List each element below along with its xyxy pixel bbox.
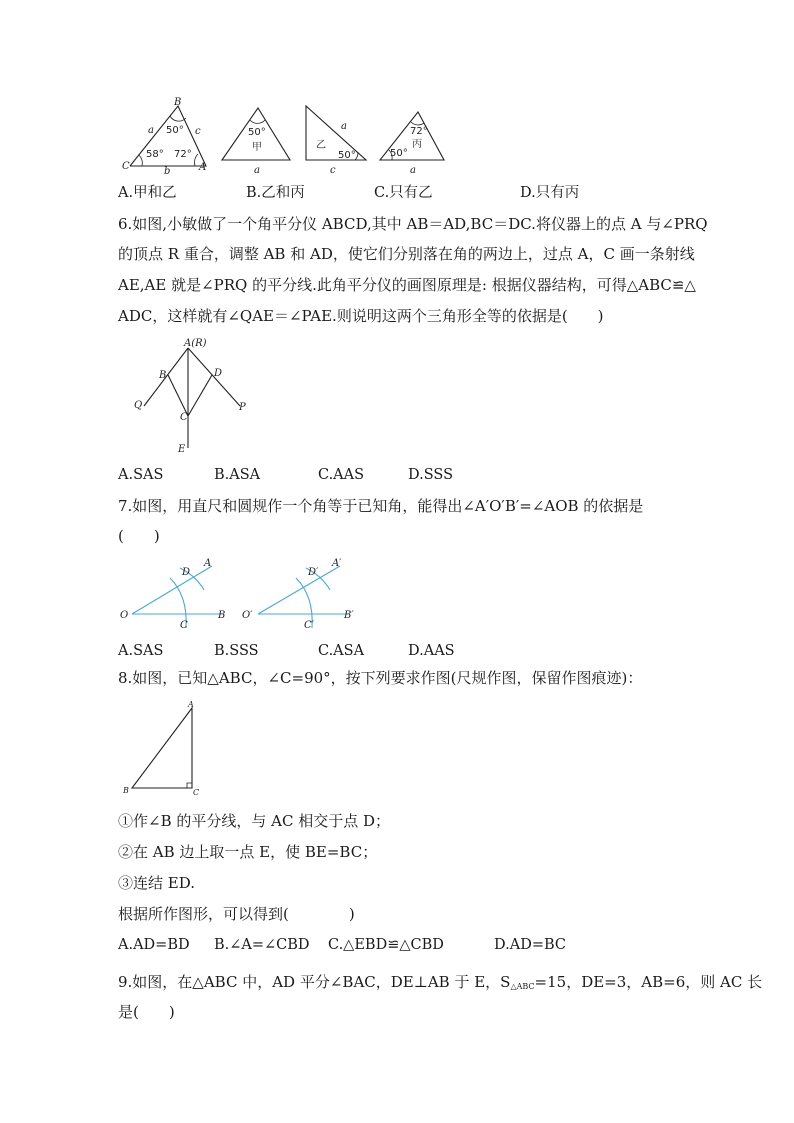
q9-text-line-2: 是( ) [118, 1003, 175, 1021]
q7-label-O: O [120, 610, 129, 621]
q6-label-P: P [239, 402, 246, 413]
q9-text-a: 9.如图，在△ABC 中，AD 平分∠BAC，DE⊥AB 于 E，S [118, 973, 511, 991]
q7-text-line-1: 7.如图，用直尺和圆规作一个角等于已知角，能得出∠A′O′B′=∠AOB 的依据是 [118, 497, 644, 515]
q7-label-D: D [182, 567, 191, 578]
q7-label-B-prime: B′ [344, 610, 354, 621]
q5-bing-name: 丙 [412, 139, 422, 150]
q5-triangle-jia [222, 108, 290, 176]
q8-intro: 8.如图，已知△ABC，∠C=90°，按下列要求作图(尺规作图，保留作图痕迹)： [118, 669, 643, 687]
q8-option-d: D.AD=BC [494, 937, 566, 953]
q7-left-construction [120, 558, 225, 631]
q5-triangle-yi [306, 106, 366, 176]
q8-option-b: B.∠A=∠CBD [214, 937, 310, 953]
q8-option-c: C.△EBD≌△CBD [328, 937, 444, 953]
q6-label-D: D [214, 368, 223, 379]
q7-label-O-prime: O′ [242, 610, 253, 621]
q5-ref-side-b: b [164, 166, 171, 177]
q7-text-line-2: ( ) [118, 527, 160, 545]
q7-right-construction [242, 558, 354, 631]
q8-step-3: ③连结 ED. [118, 874, 195, 892]
q5-yi-side-a: a [341, 121, 347, 132]
q5-ref-triangle [122, 97, 206, 177]
q7-label-A: A [204, 558, 212, 569]
q5-yi-side-c: c [330, 165, 336, 176]
q8-question: 根据所作图形，可以得到( ) [118, 905, 355, 923]
q8-label-C: C [193, 788, 200, 797]
q7-label-C: C [180, 620, 188, 631]
q8-figure [118, 700, 208, 800]
q5-bing-angle-left: 50° [390, 148, 408, 159]
q5-jia-side: a [254, 165, 260, 176]
q7-label-D-prime: D′ [308, 567, 319, 578]
q8-step-1: ①作∠B 的平分线，与 AC 相交于点 D； [118, 812, 391, 830]
q6-label-AR: A(R) [184, 338, 207, 349]
q7-figure [118, 556, 378, 634]
q5-yi-name: 乙 [316, 140, 326, 151]
q7-option-d: D.AAS [408, 643, 455, 659]
q7-option-b: B.SSS [214, 643, 259, 659]
q7-label-A-prime: A′ [332, 558, 342, 569]
q6-option-c: C.AAS [318, 467, 365, 483]
q5-ref-angle-C: 58° [146, 149, 164, 160]
q6-text-line-3: AE,AE 就是∠PRQ 的平分线.此角平分仪的画图原理是: 根据仪器结构，可得△ABC≌△ [118, 276, 696, 294]
q5-ref-label-B: B [174, 97, 182, 108]
q5-jia-angle: 50° [248, 127, 266, 138]
q5-option-a: A.甲和乙 [118, 185, 177, 201]
q5-bing-side: a [410, 165, 416, 176]
q5-ref-label-A: A [199, 162, 207, 173]
q5-bing-angle-top: 72° [410, 126, 428, 137]
q5-triangle-bing [380, 112, 444, 176]
q6-label-E: E [178, 444, 186, 455]
q6-text-line-4: ADC，这样就有∠QAE＝∠PAE.则说明这两个三角形全等的依据是( ) [118, 307, 604, 325]
q6-option-b: B.ASA [214, 467, 261, 483]
q6-figure [128, 338, 258, 458]
q5-option-b: B.乙和丙 [246, 185, 305, 201]
q8-label-A: A [188, 700, 194, 709]
q5-ref-angle-A: 72° [174, 149, 192, 160]
q6-label-B: B [159, 370, 167, 381]
q6-text-line-2: 的顶点 R 重合，调整 AB 和 AD，使它们分别落在角的两边上，过点 A，C 画一条射线 [118, 245, 695, 263]
q8-label-B: B [123, 786, 129, 795]
q7-option-c: C.ASA [318, 643, 365, 659]
q5-figures [118, 96, 448, 176]
q5-yi-angle: 50° [338, 150, 356, 161]
q5-jia-name: 甲 [252, 142, 262, 153]
q8-step-2: ②在 AB 边上取一点 E，使 BE=BC； [118, 843, 378, 861]
q8-option-a: A.AD=BD [118, 937, 190, 953]
q5-ref-side-a: a [148, 125, 154, 136]
q9-text-line-1 [118, 972, 762, 997]
q9-text-b: =15，DE=3，AB=6，则 AC 长 [534, 973, 763, 991]
q7-option-a: A.SAS [118, 643, 164, 659]
q6-option-d: D.SSS [408, 467, 454, 483]
q5-option-d: D.只有丙 [520, 185, 580, 201]
q5-ref-angle-B: 50° [166, 125, 184, 136]
q6-text-line-1: 6.如图,小敏做了一个角平分仪 ABCD,其中 AB＝AD,BC＝DC.将仪器上的点 A 与∠PRQ [118, 215, 708, 233]
q6-option-a: A.SAS [118, 467, 164, 483]
q9-text-sub: △ABC [510, 982, 535, 991]
q6-label-C: C [180, 412, 188, 423]
q7-label-B: B [218, 610, 226, 621]
q7-label-C-prime: C′ [304, 620, 314, 631]
q6-label-Q: Q [134, 400, 143, 411]
q5-ref-side-c: c [195, 126, 201, 137]
q5-ref-label-C: C [122, 161, 130, 172]
q5-option-c: C.只有乙 [374, 185, 433, 201]
